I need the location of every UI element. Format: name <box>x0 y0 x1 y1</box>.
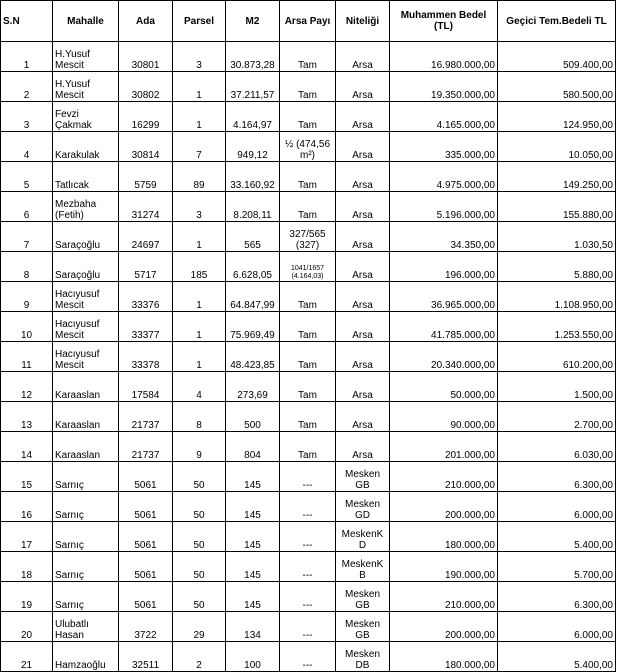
cell-parsel: 1 <box>173 72 226 102</box>
cell-arsa-payi: Tam <box>280 342 336 372</box>
cell-sn: 21 <box>1 642 53 672</box>
table-row <box>1 312 616 342</box>
cell-niteligi: Arsa <box>336 42 390 72</box>
cell-niteligi: Mesken GD <box>336 492 390 522</box>
cell-parsel: 8 <box>173 402 226 432</box>
cell-sn: 15 <box>1 462 53 492</box>
cell-mahalle: Hacıyusuf Mescit <box>53 282 119 312</box>
cell-muhammen-bedel: 190.000,00 <box>390 552 498 582</box>
cell-muhammen-bedel: 210.000,00 <box>390 462 498 492</box>
cell-arsa-payi: --- <box>280 612 336 642</box>
header-niteligi: Niteliği <box>336 1 390 42</box>
table-row <box>1 282 616 312</box>
cell-niteligi: MeskenK D <box>336 522 390 552</box>
cell-parsel: 50 <box>173 552 226 582</box>
cell-arsa-payi: --- <box>280 582 336 612</box>
cell-sn: 19 <box>1 582 53 612</box>
cell-niteligi: Arsa <box>336 312 390 342</box>
cell-mahalle: Karaaslan <box>53 372 119 402</box>
cell-gecici-teminat: 6.300,00 <box>498 462 616 492</box>
cell-ada: 30802 <box>119 72 173 102</box>
cell-sn: 1 <box>1 42 53 72</box>
cell-m2: 134 <box>226 612 280 642</box>
cell-niteligi: Arsa <box>336 102 390 132</box>
cell-muhammen-bedel: 5.196.000,00 <box>390 192 498 222</box>
cell-muhammen-bedel: 36.965.000,00 <box>390 282 498 312</box>
cell-m2: 64.847,99 <box>226 282 280 312</box>
cell-sn: 11 <box>1 342 53 372</box>
cell-gecici-teminat: 6.030,00 <box>498 432 616 462</box>
cell-m2: 145 <box>226 582 280 612</box>
cell-mahalle: Sarnıç <box>53 582 119 612</box>
cell-ada: 16299 <box>119 102 173 132</box>
cell-arsa-payi: --- <box>280 522 336 552</box>
cell-muhammen-bedel: 16.980.000,00 <box>390 42 498 72</box>
cell-parsel: 1 <box>173 312 226 342</box>
cell-arsa-payi: 327/565 (327) <box>280 222 336 252</box>
cell-muhammen-bedel: 90.000,00 <box>390 402 498 432</box>
cell-gecici-teminat: 5.880,00 <box>498 252 616 282</box>
cell-parsel: 1 <box>173 222 226 252</box>
cell-muhammen-bedel: 20.340.000,00 <box>390 342 498 372</box>
cell-gecici-teminat: 10.050,00 <box>498 132 616 162</box>
table-row <box>1 552 616 582</box>
cell-mahalle: Karaaslan <box>53 402 119 432</box>
table-row <box>1 462 616 492</box>
cell-mahalle: Mezbaha (Fetih) <box>53 192 119 222</box>
cell-m2: 273,69 <box>226 372 280 402</box>
cell-muhammen-bedel: 4.165.000,00 <box>390 102 498 132</box>
cell-sn: 9 <box>1 282 53 312</box>
cell-parsel: 1 <box>173 102 226 132</box>
cell-muhammen-bedel: 335.000,00 <box>390 132 498 162</box>
table-row <box>1 42 616 72</box>
header-sn: S.N <box>1 1 53 42</box>
cell-m2: 37.211,57 <box>226 72 280 102</box>
cell-mahalle: H.Yusuf Mescit <box>53 42 119 72</box>
cell-parsel: 185 <box>173 252 226 282</box>
cell-m2: 145 <box>226 492 280 522</box>
cell-mahalle: Tatlıcak <box>53 162 119 192</box>
cell-muhammen-bedel: 201.000,00 <box>390 432 498 462</box>
table-row <box>1 492 616 522</box>
cell-sn: 8 <box>1 252 53 282</box>
cell-niteligi: Arsa <box>336 342 390 372</box>
cell-m2: 4.164,97 <box>226 102 280 132</box>
cell-parsel: 50 <box>173 582 226 612</box>
cell-parsel: 1 <box>173 342 226 372</box>
cell-m2: 48.423,85 <box>226 342 280 372</box>
cell-muhammen-bedel: 196.000,00 <box>390 252 498 282</box>
header-parsel: Parsel <box>173 1 226 42</box>
cell-mahalle: Ulubatlı Hasan <box>53 612 119 642</box>
cell-m2: 145 <box>226 522 280 552</box>
cell-parsel: 7 <box>173 132 226 162</box>
cell-niteligi: Mesken GB <box>336 462 390 492</box>
cell-sn: 14 <box>1 432 53 462</box>
cell-ada: 5759 <box>119 162 173 192</box>
cell-mahalle: Fevzi Çakmak <box>53 102 119 132</box>
table-row <box>1 252 616 282</box>
cell-ada: 5717 <box>119 252 173 282</box>
cell-niteligi: Arsa <box>336 132 390 162</box>
cell-muhammen-bedel: 200.000,00 <box>390 492 498 522</box>
cell-m2: 500 <box>226 402 280 432</box>
cell-mahalle: H.Yusuf Mescit <box>53 72 119 102</box>
table-row <box>1 222 616 252</box>
cell-arsa-payi: --- <box>280 552 336 582</box>
cell-parsel: 50 <box>173 462 226 492</box>
cell-parsel: 4 <box>173 372 226 402</box>
cell-muhammen-bedel: 210.000,00 <box>390 582 498 612</box>
header-arsa-payi: Arsa Payı <box>280 1 336 42</box>
cell-gecici-teminat: 5.400,00 <box>498 642 616 672</box>
cell-arsa-payi: Tam <box>280 102 336 132</box>
cell-arsa-payi: --- <box>280 642 336 672</box>
cell-ada: 30814 <box>119 132 173 162</box>
cell-niteligi: Arsa <box>336 162 390 192</box>
cell-sn: 6 <box>1 192 53 222</box>
cell-parsel: 50 <box>173 522 226 552</box>
cell-ada: 5061 <box>119 492 173 522</box>
cell-parsel: 29 <box>173 612 226 642</box>
cell-ada: 21737 <box>119 432 173 462</box>
cell-gecici-teminat: 1.500,00 <box>498 372 616 402</box>
cell-sn: 20 <box>1 612 53 642</box>
cell-sn: 7 <box>1 222 53 252</box>
table-row <box>1 72 616 102</box>
cell-niteligi: Arsa <box>336 432 390 462</box>
cell-muhammen-bedel: 41.785.000,00 <box>390 312 498 342</box>
cell-ada: 33376 <box>119 282 173 312</box>
cell-muhammen-bedel: 180.000,00 <box>390 522 498 552</box>
cell-gecici-teminat: 149.250,00 <box>498 162 616 192</box>
cell-niteligi: Arsa <box>336 72 390 102</box>
table-row <box>1 102 616 132</box>
cell-gecici-teminat: 580.500,00 <box>498 72 616 102</box>
cell-mahalle: Hacıyusuf Mescit <box>53 312 119 342</box>
cell-parsel: 3 <box>173 192 226 222</box>
table-row <box>1 402 616 432</box>
cell-mahalle: Sarnıç <box>53 492 119 522</box>
table-row <box>1 342 616 372</box>
cell-mahalle: Sarnıç <box>53 522 119 552</box>
cell-niteligi: Arsa <box>336 282 390 312</box>
cell-niteligi: Mesken GB <box>336 612 390 642</box>
cell-sn: 2 <box>1 72 53 102</box>
cell-sn: 10 <box>1 312 53 342</box>
table-row <box>1 432 616 462</box>
cell-gecici-teminat: 6.000,00 <box>498 612 616 642</box>
cell-ada: 5061 <box>119 462 173 492</box>
cell-sn: 3 <box>1 102 53 132</box>
cell-arsa-payi: Tam <box>280 42 336 72</box>
cell-ada: 33378 <box>119 342 173 372</box>
cell-m2: 6.628,05 <box>226 252 280 282</box>
cell-arsa-payi: Tam <box>280 432 336 462</box>
cell-ada: 5061 <box>119 552 173 582</box>
table-row <box>1 522 616 552</box>
cell-arsa-payi: Tam <box>280 282 336 312</box>
cell-mahalle: Sarnıç <box>53 462 119 492</box>
cell-mahalle: Saraçoğlu <box>53 222 119 252</box>
table-row <box>1 162 616 192</box>
cell-gecici-teminat: 6.000,00 <box>498 492 616 522</box>
cell-m2: 949,12 <box>226 132 280 162</box>
cell-arsa-payi: Tam <box>280 372 336 402</box>
table-row <box>1 372 616 402</box>
cell-parsel: 89 <box>173 162 226 192</box>
cell-ada: 24697 <box>119 222 173 252</box>
cell-ada: 30801 <box>119 42 173 72</box>
cell-niteligi: MeskenK B <box>336 552 390 582</box>
cell-arsa-payi: Tam <box>280 402 336 432</box>
cell-gecici-teminat: 155.880,00 <box>498 192 616 222</box>
cell-m2: 8.208,11 <box>226 192 280 222</box>
cell-gecici-teminat: 6.300,00 <box>498 582 616 612</box>
cell-mahalle: Hamzaoğlu <box>53 642 119 672</box>
cell-ada: 17584 <box>119 372 173 402</box>
cell-gecici-teminat: 610.200,00 <box>498 342 616 372</box>
cell-muhammen-bedel: 200.000,00 <box>390 612 498 642</box>
cell-sn: 17 <box>1 522 53 552</box>
cell-ada: 5061 <box>119 522 173 552</box>
table-row <box>1 582 616 612</box>
cell-parsel: 1 <box>173 282 226 312</box>
header-mahalle: Mahalle <box>53 1 119 42</box>
cell-muhammen-bedel: 4.975.000,00 <box>390 162 498 192</box>
cell-gecici-teminat: 5.700,00 <box>498 552 616 582</box>
cell-arsa-payi: --- <box>280 492 336 522</box>
cell-gecici-teminat: 1.030,50 <box>498 222 616 252</box>
cell-niteligi: Arsa <box>336 192 390 222</box>
header-m2: M2 <box>226 1 280 42</box>
cell-ada: 33377 <box>119 312 173 342</box>
header-row <box>1 1 616 42</box>
cell-m2: 100 <box>226 642 280 672</box>
cell-parsel: 9 <box>173 432 226 462</box>
cell-niteligi: Mesken GB <box>336 582 390 612</box>
cell-m2: 565 <box>226 222 280 252</box>
cell-m2: 804 <box>226 432 280 462</box>
table-row <box>1 612 616 642</box>
cell-muhammen-bedel: 180.000,00 <box>390 642 498 672</box>
cell-arsa-payi: Tam <box>280 192 336 222</box>
cell-niteligi: Arsa <box>336 222 390 252</box>
cell-ada: 31274 <box>119 192 173 222</box>
header-gecici-teminat: Geçici Tem.Bedeli TL <box>498 1 616 42</box>
cell-mahalle: Saraçoğlu <box>53 252 119 282</box>
cell-ada: 21737 <box>119 402 173 432</box>
cell-gecici-teminat: 1.108.950,00 <box>498 282 616 312</box>
cell-sn: 4 <box>1 132 53 162</box>
cell-m2: 33.160,92 <box>226 162 280 192</box>
cell-m2: 145 <box>226 462 280 492</box>
cell-m2: 145 <box>226 552 280 582</box>
cell-niteligi: Arsa <box>336 402 390 432</box>
cell-mahalle: Karaaslan <box>53 432 119 462</box>
cell-sn: 18 <box>1 552 53 582</box>
cell-arsa-payi: Tam <box>280 162 336 192</box>
cell-gecici-teminat: 124.950,00 <box>498 102 616 132</box>
header-ada: Ada <box>119 1 173 42</box>
cell-ada: 5061 <box>119 582 173 612</box>
cell-ada: 32511 <box>119 642 173 672</box>
cell-m2: 75.969,49 <box>226 312 280 342</box>
cell-sn: 13 <box>1 402 53 432</box>
cell-parsel: 2 <box>173 642 226 672</box>
cell-arsa-payi: --- <box>280 462 336 492</box>
cell-arsa-payi: Tam <box>280 312 336 342</box>
cell-sn: 16 <box>1 492 53 522</box>
table-row <box>1 192 616 222</box>
cell-gecici-teminat: 2.700,00 <box>498 402 616 432</box>
cell-parsel: 50 <box>173 492 226 522</box>
cell-sn: 5 <box>1 162 53 192</box>
cell-gecici-teminat: 1.253.550,00 <box>498 312 616 342</box>
cell-arsa-payi: 1041/1657 (4.164,03) <box>280 252 336 282</box>
cell-ada: 3722 <box>119 612 173 642</box>
cell-arsa-payi: ½ (474,56 m²) <box>280 132 336 162</box>
header-muhammen-bedel: Muhammen Bedel (TL) <box>390 1 498 42</box>
cell-mahalle: Sarnıç <box>53 552 119 582</box>
cell-gecici-teminat: 509.400,00 <box>498 42 616 72</box>
cell-niteligi: Mesken DB <box>336 642 390 672</box>
cell-muhammen-bedel: 34.350,00 <box>390 222 498 252</box>
table-row <box>1 642 616 672</box>
cell-parsel: 3 <box>173 42 226 72</box>
cell-muhammen-bedel: 50.000,00 <box>390 372 498 402</box>
cell-gecici-teminat: 5.400,00 <box>498 522 616 552</box>
cell-sn: 12 <box>1 372 53 402</box>
cell-niteligi: Arsa <box>336 252 390 282</box>
cell-mahalle: Hacıyusuf Mescit <box>53 342 119 372</box>
cell-arsa-payi: Tam <box>280 72 336 102</box>
cell-niteligi: Arsa <box>336 372 390 402</box>
table-row <box>1 132 616 162</box>
cell-muhammen-bedel: 19.350.000,00 <box>390 72 498 102</box>
cell-m2: 30.873,28 <box>226 42 280 72</box>
cell-mahalle: Karakulak <box>53 132 119 162</box>
